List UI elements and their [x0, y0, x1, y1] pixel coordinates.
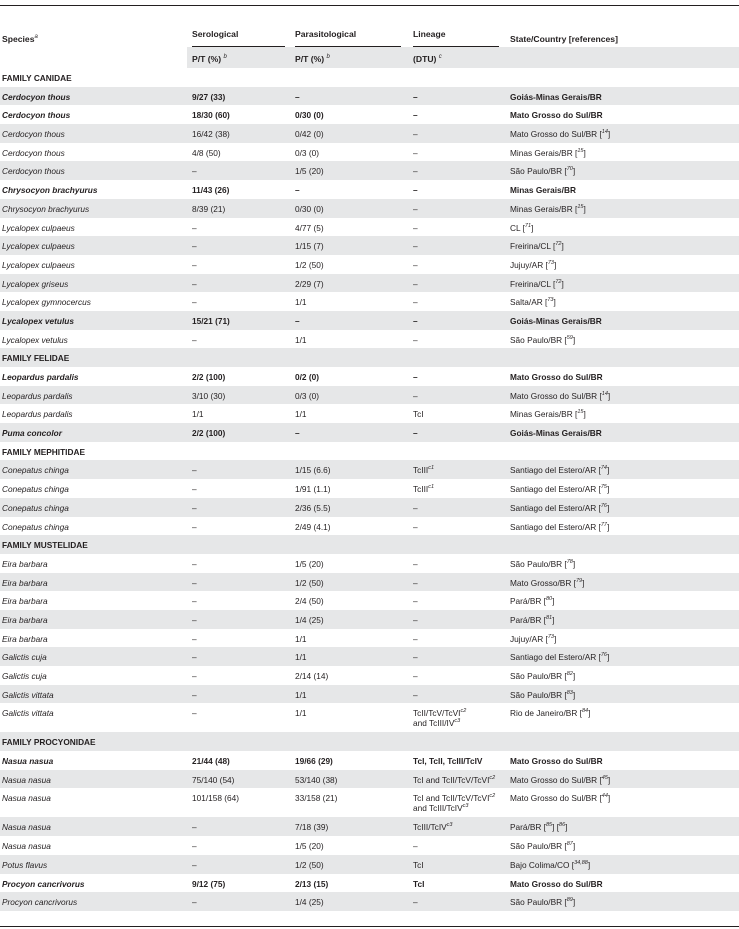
lineage-cell: – — [413, 689, 418, 700]
family-header-row — [0, 348, 739, 367]
lineage-cell: – — [413, 521, 418, 532]
location-cell: São Paulo/BR [$^{78}$] — [510, 558, 576, 569]
table-row — [0, 274, 739, 293]
col-header-state-country: State/Country [references] — [510, 34, 618, 44]
parasitological-cell: – — [295, 315, 300, 326]
parasitological-cell: 2/36 (5.5) — [295, 502, 331, 513]
parasitological-cell: 1/15 (7) — [295, 241, 324, 252]
species-cell: Nasua nasua — [2, 822, 51, 833]
table-row — [0, 161, 739, 180]
parasitological-cell: 1/4 (25) — [295, 897, 324, 908]
table-row — [0, 498, 739, 517]
subheader-band — [0, 47, 739, 68]
parasitological-cell: 1/1 — [295, 689, 307, 700]
parasitological-cell: 2/4 (50) — [295, 596, 324, 607]
location-cell: Santiago del Estero/AR [$^{76}$] — [510, 502, 610, 513]
parasitological-cell: 2/14 (14) — [295, 671, 329, 681]
serological-cell: – — [192, 334, 197, 345]
lineage-cell: – — [413, 897, 418, 908]
table-row — [0, 591, 739, 610]
lineage-cell: – — [413, 185, 418, 196]
lineage-cell: – — [413, 315, 418, 326]
subheader-parasitological: P/T (%) $^b$ — [295, 54, 330, 64]
parasitological-cell: – — [295, 185, 300, 196]
species-cell: Cerdocyon thous — [2, 166, 65, 177]
table-row — [0, 124, 739, 143]
subheader-lineage: (DTU) $^c$ — [413, 54, 442, 64]
lineage-cell: TcI and TcII/TcV/TcVI$^{c2}$ and TcIII/TcIV$^{c3}$ — [413, 793, 496, 814]
lineage-cell: TcI — [413, 859, 424, 870]
species-cell: Lycalopex culpaeus — [2, 259, 75, 270]
family-label: FAMILY MEPHITIDAE — [2, 446, 85, 457]
table-row — [0, 311, 739, 330]
table-row — [0, 892, 739, 911]
parasitological-cell: 2/29 (7) — [295, 278, 324, 289]
species-cell: Leopardus pardalis — [2, 372, 79, 382]
table-row — [0, 517, 739, 536]
lineage-cell: – — [413, 841, 418, 852]
parasitological-cell: 1/2 (50) — [295, 259, 324, 270]
species-cell: Eira barbara — [2, 558, 48, 569]
location-cell: Rio de Janeiro/BR [$^{84}$] — [510, 708, 591, 719]
parasitological-cell: 33/158 (21) — [295, 793, 338, 804]
table-row — [0, 330, 739, 349]
table-row — [0, 855, 739, 874]
species-cell: Leopardus pardalis — [2, 390, 73, 401]
serological-cell: – — [192, 521, 197, 532]
parasitological-cell: 0/2 (0) — [295, 372, 319, 382]
parasitological-cell: – — [295, 91, 300, 102]
serological-cell: – — [192, 465, 197, 476]
species-cell: Galictis vittata — [2, 689, 54, 700]
lineage-cell: – — [413, 633, 418, 644]
col-header-lineage: Lineage — [413, 29, 446, 39]
table-row — [0, 629, 739, 648]
lineage-cell: TcIII$^{c1}$ — [413, 465, 435, 476]
serological-cell: 16/42 (38) — [192, 129, 230, 140]
lineage-cell: – — [413, 334, 418, 345]
location-cell: Minas Gerais/BR — [510, 185, 576, 196]
location-cell: Goiás-Minas Gerais/BR — [510, 91, 602, 102]
location-cell: Minas Gerais/BR [$^{15}$] — [510, 409, 586, 420]
serological-cell: – — [192, 859, 197, 870]
species-cell: Nasua nasua — [2, 774, 51, 785]
lineage-cell: – — [413, 596, 418, 607]
family-label: FAMILY PROCYONIDAE — [2, 737, 96, 748]
location-cell: Mato Grosso/BR [$^{79}$] — [510, 577, 585, 588]
parasitological-cell: 1/15 (6.6) — [295, 465, 331, 476]
parasitological-cell: 1/1 — [295, 652, 307, 663]
parasitological-cell: 1/1 — [295, 297, 307, 308]
location-cell: Salta/AR [$^{73}$] — [510, 297, 556, 308]
location-cell: Santiago del Estero/AR [$^{77}$] — [510, 521, 610, 532]
table-row — [0, 836, 739, 855]
parasitological-cell: 1/1 — [295, 708, 307, 719]
parasitological-cell: – — [295, 428, 300, 439]
location-cell: Pará/BR [$^{80}$] — [510, 596, 555, 607]
lineage-cell: TcI — [413, 878, 425, 889]
lineage-cell: – — [413, 166, 418, 177]
parasitological-cell: 1/1 — [295, 334, 307, 345]
location-cell: Pará/BR [$^{85}$] [$^{86}$] — [510, 822, 568, 833]
table-row — [0, 874, 739, 893]
table-row — [0, 105, 739, 124]
parasitological-cell: 4/77 (5) — [295, 222, 324, 233]
species-cell: Potus flavus — [2, 859, 48, 870]
location-cell: Freirina/CL [$^{72}$] — [510, 278, 564, 289]
serological-cell: – — [192, 671, 197, 681]
lineage-cell: – — [413, 91, 418, 102]
table-row — [0, 770, 739, 789]
serological-cell: – — [192, 652, 197, 663]
table-row — [0, 143, 739, 162]
lineage-cell: – — [413, 671, 418, 681]
species-cell: Lycalopex vetulus — [2, 334, 68, 345]
species-cell: Chrysocyon brachyurus — [2, 185, 98, 196]
serological-cell: – — [192, 822, 197, 833]
species-cell: Lycalopex vetulus — [2, 315, 74, 326]
location-cell: Mato Grosso do Sul/BR [$^{44}$] — [510, 793, 611, 804]
serological-cell: 2/2 (100) — [192, 428, 226, 439]
lineage-cell: – — [413, 203, 418, 214]
parasitological-cell: 1/2 (50) — [295, 859, 324, 870]
lineage-cell: TcIII$^{c1}$ — [413, 484, 435, 495]
lineage-cell: – — [413, 110, 418, 121]
location-cell: Minas Gerais/BR [$^{15}$] — [510, 147, 586, 158]
serological-cell: – — [192, 241, 197, 252]
family-header-row — [0, 732, 739, 751]
family-label: FAMILY FELIDAE — [2, 353, 70, 364]
col-header-serological: Serological — [192, 29, 239, 39]
location-cell: Santiago del Estero/AR [$^{76}$] — [510, 652, 610, 663]
location-cell: Mato Grosso do Sul/BR [$^{14}$] — [510, 390, 611, 401]
parasitological-cell: 0/30 (0) — [295, 203, 324, 214]
serological-cell: – — [192, 502, 197, 513]
serological-cell: – — [192, 484, 197, 495]
table-row — [0, 386, 739, 405]
table-row — [0, 817, 739, 836]
parasitological-cell: 7/18 (39) — [295, 822, 329, 833]
parasitological-cell: 2/13 (15) — [295, 878, 329, 889]
family-header-row — [0, 442, 739, 461]
serological-cell: 21/44 (48) — [192, 756, 230, 767]
serological-cell: 101/158 (64) — [192, 793, 240, 804]
parasitological-cell: 1/4 (25) — [295, 614, 324, 625]
serological-cell: 9/27 (33) — [192, 91, 226, 102]
table-row — [0, 367, 739, 386]
family-header-row — [0, 68, 739, 87]
species-cell: Lycalopex gymnocercus — [2, 297, 91, 308]
location-cell: São Paulo/BR [$^{89}$] — [510, 897, 576, 908]
location-cell: Bajo Colima/CO [$^{34,88}$] — [510, 859, 591, 870]
family-label: FAMILY MUSTELIDAE — [2, 540, 88, 551]
serological-cell: – — [192, 614, 197, 625]
species-cell: Nasua nasua — [2, 841, 51, 852]
species-cell: Lycalopex culpaeus — [2, 241, 75, 252]
table-row — [0, 788, 739, 817]
table-row — [0, 199, 739, 218]
serological-cell: – — [192, 708, 197, 719]
species-cell: Lycalopex culpaeus — [2, 222, 75, 233]
species-cell: Chrysocyon brachyurus — [2, 203, 90, 214]
col-header-parasitological: Parasitological — [295, 29, 357, 39]
location-cell: Goiás-Minas Gerais/BR — [510, 315, 602, 326]
table-row — [0, 554, 739, 573]
location-cell: Goiás-Minas Gerais/BR — [510, 428, 602, 439]
species-cell: Conepatus chinga — [2, 465, 69, 476]
species-cell: Conepatus chinga — [2, 484, 69, 495]
table-row — [0, 647, 739, 666]
lineage-cell: TcI — [413, 409, 424, 420]
serological-cell: – — [192, 633, 197, 644]
location-cell: São Paulo/BR [$^{70}$] — [510, 166, 576, 177]
serological-cell: – — [192, 222, 197, 233]
family-header-row — [0, 535, 739, 554]
table-row — [0, 703, 739, 732]
location-cell: Jujuy/AR [$^{73}$] — [510, 259, 557, 270]
serological-cell: 2/2 (100) — [192, 372, 226, 382]
species-cell: Galictis cuja — [2, 671, 47, 681]
table-row — [0, 460, 739, 479]
serological-cell: – — [192, 596, 197, 607]
location-cell: São Paulo/BR [$^{82}$] — [510, 671, 576, 681]
location-cell: Mato Grosso do Sul/BR — [510, 878, 603, 889]
serological-cell: 15/21 (71) — [192, 315, 230, 326]
parasitological-cell: 1/1 — [295, 409, 307, 420]
lineage-cell: TcII/TcV/TcVI$^{c2}$ and TcIII/$IV^{c3}$ — [413, 708, 467, 729]
serological-cell: 3/10 (30) — [192, 390, 226, 401]
parasitological-cell: 1/5 (20) — [295, 558, 324, 569]
serological-cell: – — [192, 166, 197, 177]
family-label: FAMILY CANIDAE — [2, 73, 72, 83]
lineage-cell: – — [413, 372, 418, 382]
location-cell: Mato Grosso do Sul/BR — [510, 110, 603, 121]
species-cell: Conepatus chinga — [2, 502, 69, 513]
serological-cell: – — [192, 558, 197, 569]
parasitological-cell: 1/5 (20) — [295, 166, 324, 177]
species-cell: Cerdocyon thous — [2, 110, 71, 121]
table-row — [0, 218, 739, 237]
serological-cell: – — [192, 297, 197, 308]
location-cell: CL [$^{71}$] — [510, 222, 534, 233]
table-row — [0, 423, 739, 442]
table-row — [0, 751, 739, 770]
species-cell: Procyon cancrivorus — [2, 878, 85, 889]
species-cell: Eira barbara — [2, 596, 48, 607]
serological-cell: – — [192, 259, 197, 270]
serological-cell: – — [192, 841, 197, 852]
serological-cell: 11/43 (26) — [192, 185, 230, 196]
lineage-cell: – — [413, 278, 418, 289]
lineage-cell: TcI, TcII, TcIII/TcIV — [413, 756, 483, 767]
table-row — [0, 685, 739, 704]
parasitological-cell: 1/91 (1.1) — [295, 484, 331, 495]
parasitological-cell: 0/42 (0) — [295, 129, 324, 140]
location-cell: Santiago del Estero/AR [$^{74}$] — [510, 465, 610, 476]
lineage-cell: – — [413, 241, 418, 252]
table-top-rule — [0, 5, 739, 6]
species-cell: Puma concolor — [2, 428, 62, 439]
lineage-cell: – — [413, 222, 418, 233]
parasitological-cell: 53/140 (38) — [295, 774, 338, 785]
serological-cell: 9/12 (75) — [192, 878, 226, 889]
lineage-cell: – — [413, 502, 418, 513]
serological-cell: 75/140 (54) — [192, 774, 235, 785]
lineage-cell: – — [413, 390, 418, 401]
table-row — [0, 87, 739, 106]
species-cell: Procyon cancrivorus — [2, 897, 78, 908]
table-row — [0, 479, 739, 498]
location-cell: Mato Grosso do Sul/BR — [510, 756, 603, 767]
lineage-cell: – — [413, 259, 418, 270]
table-row — [0, 255, 739, 274]
species-cell: Eira barbara — [2, 614, 48, 625]
species-cell: Lycalopex griseus — [2, 278, 69, 289]
serological-cell: 8/39 (21) — [192, 203, 226, 214]
species-cell: Conepatus chinga — [2, 521, 69, 532]
table-row — [0, 236, 739, 255]
lineage-cell: TcI and TcII/TcV/TcVI$^{c2}$ — [413, 774, 496, 785]
col-header-species: Species$^a$ — [2, 34, 38, 44]
lineage-cell: – — [413, 297, 418, 308]
species-cell: Nasua nasua — [2, 793, 51, 804]
serological-cell: 4/8 (50) — [192, 147, 221, 158]
lineage-cell: – — [413, 558, 418, 569]
table-row — [0, 180, 739, 199]
subheader-serological: P/T (%) $^b$ — [192, 54, 227, 64]
location-cell: Santiago del Estero/AR [$^{75}$] — [510, 484, 610, 495]
parasitological-cell: 1/2 (50) — [295, 577, 324, 588]
species-cell: Leopardus pardalis — [2, 409, 73, 420]
table-bottom-rule — [0, 926, 739, 927]
parasitological-cell: 1/1 — [295, 633, 307, 644]
table-row — [0, 610, 739, 629]
serological-cell: – — [192, 897, 197, 908]
serological-cell: 18/30 (60) — [192, 110, 230, 121]
serological-cell: 1/1 — [192, 409, 204, 420]
species-cell: Cerdocyon thous — [2, 129, 65, 140]
parasitological-cell: 19/66 (29) — [295, 756, 333, 767]
lineage-cell: – — [413, 577, 418, 588]
species-cell: Nasua nasua — [2, 756, 54, 767]
parasitological-cell: 0/3 (0) — [295, 147, 319, 158]
species-cell: Eira barbara — [2, 633, 48, 644]
parasitological-cell: 1/5 (20) — [295, 841, 324, 852]
lineage-cell: TcIII/TcIV$^{c3}$ — [413, 822, 453, 833]
table-row — [0, 292, 739, 311]
parasitological-cell: 0/30 (0) — [295, 110, 324, 121]
lineage-cell: – — [413, 652, 418, 663]
location-cell: Mato Grosso do Sul/BR [$^{14}$] — [510, 129, 611, 140]
species-cell: Cerdocyon thous — [2, 91, 71, 102]
location-cell: São Paulo/BR [$^{87}$] — [510, 841, 576, 852]
lineage-cell: – — [413, 614, 418, 625]
location-cell: Jujuy/AR [$^{73}$] — [510, 633, 557, 644]
serological-cell: – — [192, 577, 197, 588]
species-cell: Cerdocyon thous — [2, 147, 65, 158]
lineage-cell: – — [413, 129, 418, 140]
table-body — [0, 68, 739, 911]
table-row — [0, 404, 739, 423]
lineage-cell: – — [413, 147, 418, 158]
location-cell: São Paulo/BR [$^{59}$] — [510, 334, 576, 345]
location-cell: Freirina/CL [$^{72}$] — [510, 241, 564, 252]
location-cell: Minas Gerais/BR [$^{15}$] — [510, 203, 586, 214]
location-cell: Pará/BR [$^{81}$] — [510, 614, 555, 625]
location-cell: Mato Grosso do Sul/BR — [510, 372, 603, 382]
serological-cell: – — [192, 278, 197, 289]
table-row — [0, 573, 739, 592]
parasitological-cell: 2/49 (4.1) — [295, 521, 331, 532]
location-cell: Mato Grosso do Sul/BR [$^{45}$] — [510, 774, 611, 785]
lineage-cell: – — [413, 428, 418, 439]
serological-cell: – — [192, 689, 197, 700]
species-cell: Eira barbara — [2, 577, 48, 588]
species-cell: Galictis vittata — [2, 708, 54, 719]
parasitological-cell: 0/3 (0) — [295, 390, 319, 401]
table-row — [0, 666, 739, 685]
location-cell: São Paulo/BR [$^{83}$] — [510, 689, 576, 700]
species-cell: Galictis cuja — [2, 652, 47, 663]
